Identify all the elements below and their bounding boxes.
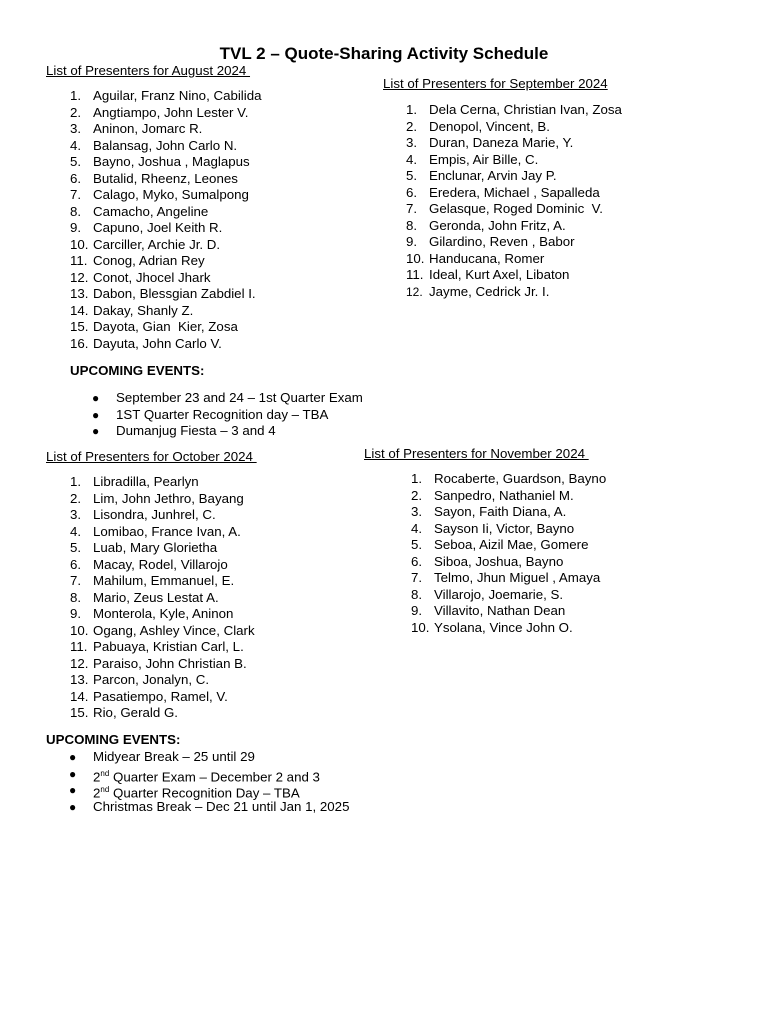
event-label: Midyear Break – 25 until 29 [93, 749, 255, 764]
list-item [70, 656, 370, 673]
list-item-number: 9. [406, 234, 418, 249]
presenter-name: Pasatiempo, Ramel, V. [93, 688, 228, 704]
list-item-number: 4. [406, 151, 418, 167]
bullet-icon: ● [92, 391, 100, 405]
list-item [70, 524, 370, 541]
bullet-icon: ● [69, 783, 77, 797]
list-item-number: 8. [411, 586, 423, 602]
list-item-number: 4. [70, 137, 82, 153]
list-item-number: 2. [411, 487, 423, 503]
event-item [69, 799, 409, 816]
list-item-number: 10. [70, 622, 89, 638]
list-item-number: 9. [70, 220, 82, 235]
bullet-icon: ● [69, 799, 77, 814]
list-item-number: 9. [70, 606, 82, 621]
list-item [70, 639, 370, 656]
list-item [70, 623, 370, 640]
list-item-number: 11. [406, 267, 424, 282]
event-ordinal-suffix: nd [100, 785, 110, 794]
list-item-number: 7. [70, 187, 82, 202]
november-heading: List of Presenters for November 2024 [364, 446, 589, 461]
document-title: TVL 2 – Quote-Sharing Activity Schedule [219, 44, 549, 63]
event-text [93, 749, 255, 766]
list-item-number: 6. [70, 170, 82, 186]
list-item-number: 3. [411, 504, 423, 519]
list-item [406, 218, 746, 235]
presenter-name: Paraiso, John Christian B. [93, 655, 247, 671]
presenter-name: Capuno, Joel Keith R. [93, 220, 223, 235]
list-item-number: 1. [70, 474, 82, 489]
presenter-name: Dabon, Blessgian Zabdiel I. [93, 286, 256, 301]
october-presenter-list [70, 474, 370, 722]
list-item-number: 6. [411, 553, 423, 569]
list-item-number: 13. [70, 286, 89, 301]
list-item [406, 185, 746, 202]
list-item [70, 154, 370, 171]
list-item [70, 220, 370, 237]
presenter-name: Rio, Gerald G. [93, 705, 178, 720]
presenter-name: Duran, Daneza Marie, Y. [429, 135, 574, 150]
bullet-icon: ● [69, 750, 77, 764]
list-item-number: 4. [70, 523, 82, 539]
presenter-name: Ogang, Ashley Vince, Clark [93, 622, 255, 638]
august-heading: List of Presenters for August 2024 [46, 63, 251, 78]
list-item [70, 573, 370, 590]
presenter-name: Aguilar, Franz Nino, Cabilida [93, 88, 262, 103]
presenter-name: Angtiampo, John Lester V. [93, 104, 249, 120]
event-text [93, 799, 349, 816]
list-item [411, 570, 711, 587]
list-item [70, 303, 370, 320]
list-item [406, 119, 746, 136]
event-text: Dumanjug Fiesta – 3 and 4 [116, 423, 276, 438]
list-item [406, 135, 746, 152]
list-item-number: 5. [411, 537, 423, 552]
upcoming-events-heading: UPCOMING EVENTS: [70, 363, 205, 378]
list-item-number: 5. [70, 154, 82, 169]
list-item-number: 6. [406, 184, 418, 200]
presenter-name: Gilardino, Reven , Babor [429, 234, 575, 249]
event-item [69, 766, 409, 783]
list-item-number: 1. [411, 471, 423, 486]
list-item-number: 14. [70, 302, 89, 318]
list-item [70, 88, 370, 105]
list-item-number: 4. [411, 520, 423, 536]
list-item-number: 2. [70, 104, 82, 120]
presenter-name: Lomibao, France Ivan, A. [93, 523, 241, 539]
list-item-number: 9. [411, 603, 423, 618]
event-text: 1ST Quarter Recognition day – TBA [116, 406, 329, 422]
list-item [70, 557, 370, 574]
presenter-name: Bayno, Joshua , Maglapus [93, 154, 250, 169]
list-item [70, 187, 370, 204]
event-item [92, 407, 412, 424]
list-item-number: 7. [411, 570, 423, 585]
presenter-name: Balansag, John Carlo N. [93, 137, 238, 153]
list-item [70, 204, 370, 221]
list-item [70, 491, 370, 508]
event-item [92, 390, 412, 407]
presenter-name: Mario, Zeus Lestat A. [93, 589, 219, 605]
event-ordinal: 2 [93, 768, 101, 784]
list-item [70, 253, 370, 270]
list-item-number: 10. [411, 619, 430, 635]
list-item-number: 11. [70, 639, 88, 654]
november-presenter-list [411, 471, 711, 636]
list-item-number: 15. [70, 319, 89, 334]
september-heading: List of Presenters for September 2024 [383, 76, 608, 91]
list-item-number: 12. [70, 655, 89, 671]
presenter-name: Enclunar, Arvin Jay P. [429, 168, 557, 183]
list-item [70, 672, 370, 689]
presenter-name: Sayon, Faith Diana, A. [434, 504, 567, 519]
list-item [406, 284, 746, 301]
presenter-name: Empis, Air Bille, C. [429, 151, 539, 167]
presenter-name: Conog, Adrian Rey [93, 253, 205, 268]
presenter-name: Ideal, Kurt Axel, Libaton [429, 267, 570, 282]
presenter-name: Dela Cerna, Christian Ivan, Zosa [429, 102, 622, 117]
upcoming-events-list [92, 390, 412, 440]
presenter-name: Dayota, Gian Kier, Zosa [93, 319, 238, 334]
upcoming-events-list-2 [69, 749, 409, 815]
list-item-number: 3. [70, 121, 82, 136]
list-item-number: 3. [70, 507, 82, 522]
event-item [92, 423, 412, 440]
presenter-name: Lim, John Jethro, Bayang [93, 490, 244, 506]
list-item [70, 540, 370, 557]
presenter-name: Mahilum, Emmanuel, E. [93, 573, 235, 588]
presenter-name: Sanpedro, Nathaniel M. [434, 487, 574, 503]
presenter-name: Carciller, Archie Jr. D. [93, 236, 221, 252]
list-item-number: 5. [406, 168, 418, 183]
list-item-number: 15. [70, 705, 89, 720]
presenter-name: Denopol, Vincent, B. [429, 118, 550, 134]
list-item-number: 8. [406, 217, 418, 233]
list-item [70, 237, 370, 254]
list-item [411, 620, 711, 637]
event-ordinal: 2 [93, 785, 101, 801]
list-item [411, 504, 711, 521]
event-label: Christmas Break – Dec 21 until Jan 1, 2025 [93, 798, 350, 814]
presenter-name: Lisondra, Junhrel, C. [93, 507, 216, 522]
list-item [70, 689, 370, 706]
august-presenter-list [70, 88, 370, 352]
presenter-name: Rocaberte, Guardson, Bayno [434, 471, 607, 486]
list-item-number: 3. [406, 135, 418, 150]
presenter-name: Handucana, Romer [429, 250, 545, 266]
presenter-name: Siboa, Joshua, Bayno [434, 553, 564, 569]
list-item-number: 2. [70, 490, 82, 506]
list-item [411, 488, 711, 505]
list-item [406, 267, 746, 284]
presenter-name: Dayuta, John Carlo V. [93, 335, 222, 351]
presenter-name: Jayme, Cedrick Jr. I. [429, 283, 550, 299]
presenter-name: Libradilla, Pearlyn [93, 474, 199, 489]
list-item-number: 6. [70, 556, 82, 572]
list-item [411, 603, 711, 620]
list-item-number: 1. [406, 102, 418, 117]
list-item-number: 11. [70, 253, 88, 268]
list-item-number: 14. [70, 688, 89, 704]
presenter-name: Luab, Mary Glorietha [93, 540, 218, 555]
upcoming-events-heading-2: UPCOMING EVENTS: [46, 732, 181, 747]
event-item [69, 749, 409, 766]
list-item [406, 251, 746, 268]
list-item [70, 474, 370, 491]
presenter-name: Pabuaya, Kristian Carl, L. [93, 639, 244, 654]
list-item-number: 12. [406, 284, 423, 299]
presenter-name: Geronda, John Fritz, A. [429, 217, 566, 233]
presenter-name: Villarojo, Joemarie, S. [434, 586, 564, 602]
presenter-name: Calago, Myko, Sumalpong [93, 187, 249, 202]
presenter-name: Conot, Jhocel Jhark [93, 269, 211, 285]
list-item [411, 587, 711, 604]
list-item [70, 286, 370, 303]
list-item-number: 2. [406, 118, 418, 134]
presenter-name: Macay, Rodel, Villarojo [93, 556, 228, 572]
bullet-icon: ● [92, 424, 100, 438]
event-label: Quarter Exam – December 2 and 3 [109, 768, 320, 784]
presenter-name: Telmo, Jhun Miguel , Amaya [434, 570, 601, 585]
presenter-name: Monterola, Kyle, Aninon [93, 606, 234, 621]
presenter-name: Villavito, Nathan Dean [434, 603, 566, 618]
list-item [70, 606, 370, 623]
presenter-name: Sayson Ii, Victor, Bayno [434, 520, 575, 536]
list-item-number: 1. [70, 88, 82, 103]
event-label: Quarter Recognition Day – TBA [109, 785, 300, 801]
list-item [411, 471, 711, 488]
presenter-name: Dakay, Shanly Z. [93, 302, 194, 318]
list-item-number: 10. [70, 236, 89, 252]
list-item [411, 554, 711, 571]
list-item [406, 168, 746, 185]
bullet-icon: ● [69, 766, 77, 781]
presenter-name: Aninon, Jomarc R. [93, 121, 203, 136]
list-item [70, 705, 370, 722]
event-item [69, 782, 409, 799]
presenter-name: Seboa, Aizil Mae, Gomere [434, 537, 589, 552]
october-heading: List of Presenters for October 2024 [46, 449, 257, 464]
list-item [70, 590, 370, 607]
presenter-name: Ysolana, Vince John O. [434, 619, 573, 635]
list-item [411, 537, 711, 554]
presenter-name: Butalid, Rheenz, Leones [93, 170, 238, 186]
presenter-name: Gelasque, Roged Dominic V. [429, 201, 603, 216]
presenter-name: Eredera, Michael , Sapalleda [429, 184, 600, 200]
list-item [70, 105, 370, 122]
list-item [70, 319, 370, 336]
list-item [406, 102, 746, 119]
list-item-number: 12. [70, 269, 89, 285]
list-item [70, 336, 370, 353]
presenter-name: Camacho, Angeline [93, 203, 209, 219]
list-item [70, 270, 370, 287]
list-item-number: 7. [70, 573, 82, 588]
list-item [406, 201, 746, 218]
list-item [70, 171, 370, 188]
event-text: September 23 and 24 – 1st Quarter Exam [116, 390, 363, 405]
event-ordinal-suffix: nd [100, 768, 110, 778]
list-item-number: 7. [406, 201, 418, 216]
list-item-number: 8. [70, 589, 82, 605]
list-item-number: 8. [70, 203, 82, 219]
list-item [70, 507, 370, 524]
presenter-name: Parcon, Jonalyn, C. [93, 672, 210, 687]
list-item [406, 234, 746, 251]
list-item [411, 521, 711, 538]
list-item [70, 138, 370, 155]
list-item-number: 16. [70, 335, 89, 351]
september-presenter-list [406, 102, 746, 300]
list-item [406, 152, 746, 169]
list-item [70, 121, 370, 138]
list-item-number: 5. [70, 540, 82, 555]
bullet-icon: ● [92, 407, 100, 422]
list-item-number: 10. [406, 250, 425, 266]
list-item-number: 13. [70, 672, 89, 687]
